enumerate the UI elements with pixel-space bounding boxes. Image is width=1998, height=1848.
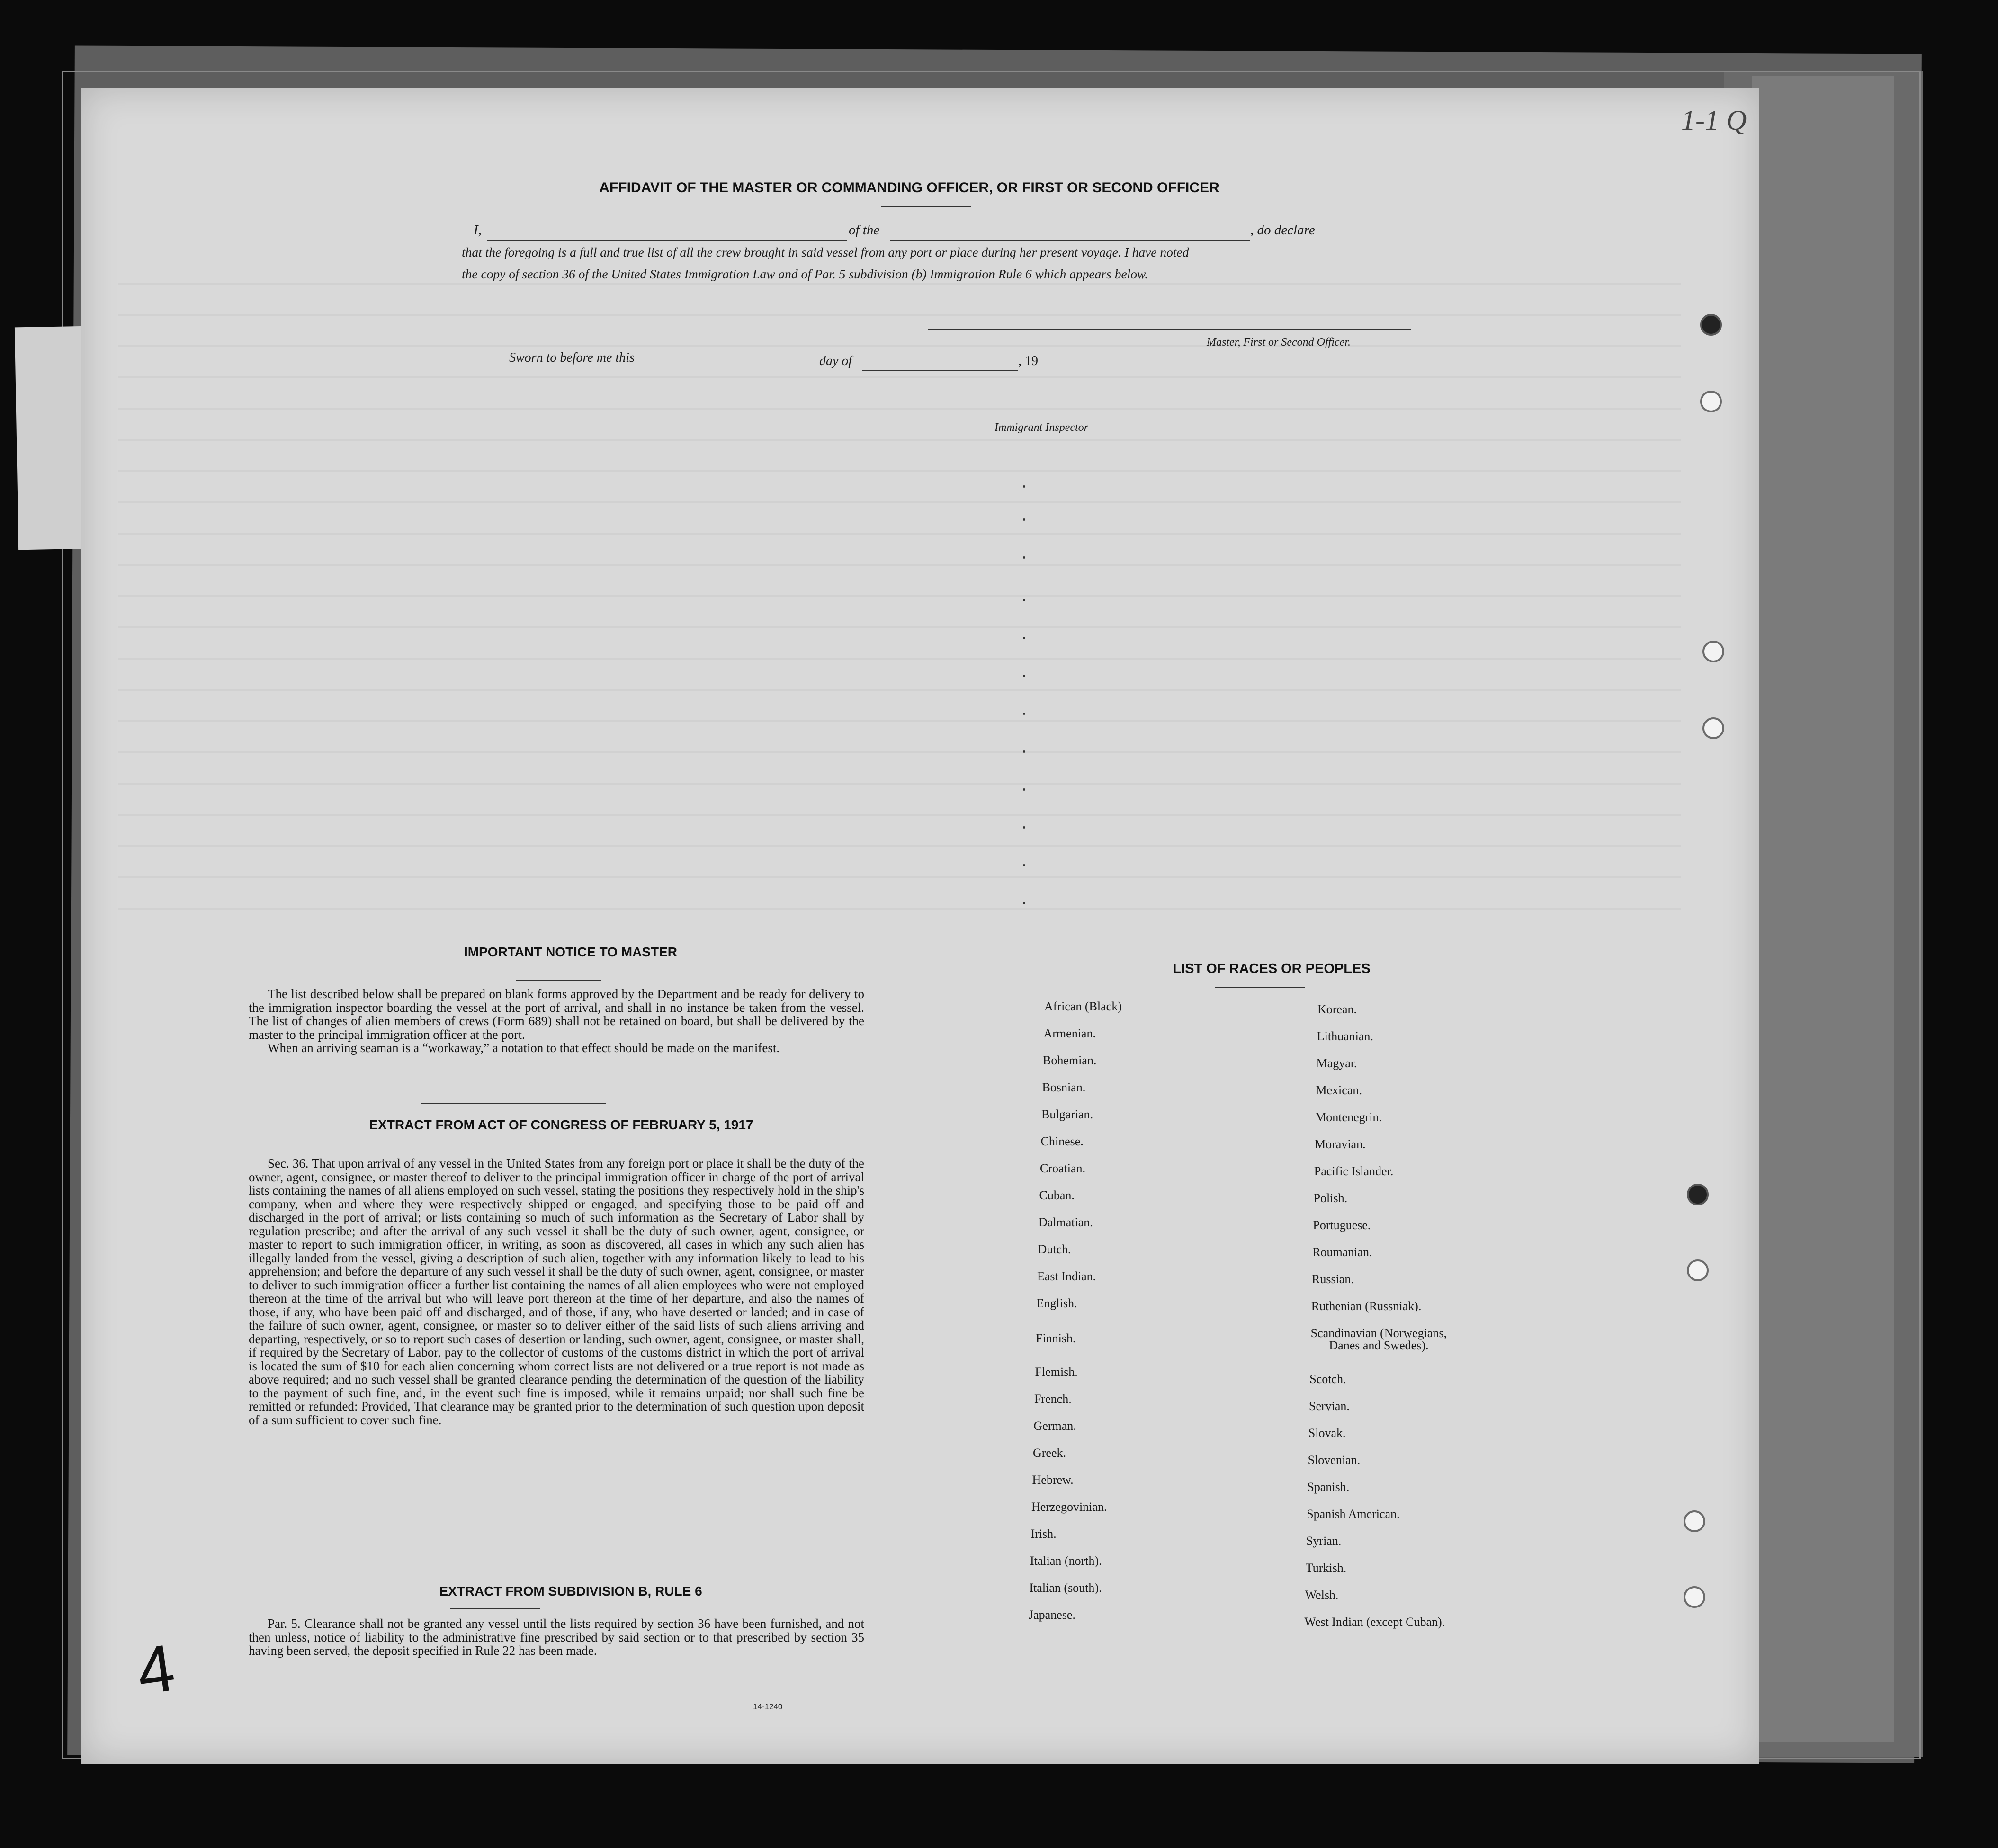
- race-item: East Indian.: [1037, 1269, 1096, 1283]
- handwritten-mark: 4: [132, 1630, 179, 1709]
- dot: [1023, 637, 1025, 639]
- race-item: Finnish.: [1036, 1331, 1076, 1345]
- punch-hole: [1702, 641, 1724, 662]
- name-blank: [487, 240, 847, 241]
- punch-hole: [1700, 391, 1722, 412]
- race-item: Bosnian.: [1042, 1080, 1086, 1094]
- dot: [1023, 518, 1025, 521]
- punch-hole: [1684, 1510, 1705, 1532]
- race-item: Dalmatian.: [1039, 1215, 1093, 1229]
- race-item: French.: [1034, 1392, 1072, 1406]
- divider: [516, 980, 601, 981]
- dot: [1023, 902, 1025, 904]
- section-36-text: Sec. 36. That upon arrival of any vessel in the United States from any foreign port or place it shall be the duty of the owner, agent, consignee, or master thereof to deliver to the principal immigration officer in charge of the port of arrival lists containing the names of all aliens employed on such vessel, stating the positions they respectively hold in the ship's company, when and where they were respectively shipped or engaged, and specifying those to be paid off and discharged in the port of arrival; or lists containing so much of such information as the Secretary of Labor shall by regulation prescribe; and after the arrival of any such vessel it shall be the duty of such owner, agent, consignee, or master to report to such immigration officer, in writing, as soon as discovered, all cases in which any such alien has illegally landed from the vessel, giving a description of such alien, together with any information likely to lead to his apprehension; and before the departure of any such vessel it shall be the duty of such owner, agent, consignee, or master to deliver to such immigration officer a further list containing the names of all alien employees who were not employed thereon at the time of the arrival but who will leave port thereon at the time of her departure, and also the names of those, if any, who have been paid off and discharged, and of those, if any, who have deserted or landed; and in case of the failure of such owner, agent, consignee, or master so to deliver either of the said lists of such aliens arriving and departing, respectively, or so to report such cases of desertion or landing, such owner, agent, consignee, or master shall, if required by the Secretary of Labor, pay to the collector of customs of the customs district in which the port of arrival is located the sum of $10 for each alien concerning whom correct lists are not delivered or a true report is not made as above required; and no such vessel shall be granted clearance pending the determination of the question of the liability to the payment of such fine, and, in the event such fine is imposed, while it remains unpaid; nor shall such fine be remitted or refunded: Provided, That clearance may be granted prior to the determination of such question upon deposit of a sum sufficient to cover such fine.: [249, 1156, 864, 1427]
- extract-act-text: [249, 1157, 864, 1427]
- punch-hole: [1687, 1184, 1709, 1205]
- race-item: Japanese.: [1029, 1608, 1075, 1622]
- race-item: Russian.: [1312, 1272, 1354, 1286]
- race-item: African (Black): [1044, 1000, 1122, 1013]
- race-item: Lithuanian.: [1317, 1029, 1373, 1043]
- race-item: Italian (south).: [1029, 1581, 1102, 1595]
- race-item: Roumanian.: [1312, 1245, 1372, 1259]
- race-item: Slovak.: [1308, 1426, 1346, 1440]
- sworn-prefix: Sworn to before me this: [509, 350, 635, 365]
- race-item: Spanish.: [1307, 1480, 1350, 1494]
- race-item: Chinese.: [1040, 1134, 1084, 1148]
- race-item: Armenian.: [1043, 1027, 1096, 1040]
- extract-rule-title: EXTRACT FROM SUBDIVISION B, RULE 6: [439, 1584, 702, 1598]
- race-item: Cuban.: [1039, 1188, 1075, 1202]
- race-item: Danes and Swedes).: [1329, 1339, 1429, 1352]
- race-item: Ruthenian (Russniak).: [1311, 1299, 1422, 1313]
- race-item: Montenegrin.: [1315, 1110, 1382, 1124]
- race-item: Spanish American.: [1307, 1507, 1400, 1521]
- race-item: Herzegovinian.: [1031, 1500, 1107, 1514]
- punch-hole: [1700, 314, 1722, 336]
- dot: [1023, 675, 1025, 677]
- divider: [450, 1608, 540, 1609]
- affidavit-do-declare: , do declare: [1250, 223, 1315, 238]
- affidavit-of-the: of the: [849, 223, 880, 238]
- divider: [421, 1103, 606, 1104]
- race-item: Dutch.: [1038, 1242, 1071, 1256]
- dot: [1023, 826, 1025, 829]
- race-item: Servian.: [1309, 1399, 1350, 1413]
- document-page: [81, 88, 1759, 1764]
- race-item: Bohemian.: [1043, 1053, 1097, 1067]
- extract-rule-text: [249, 1617, 864, 1658]
- race-item: Mexican.: [1316, 1083, 1362, 1097]
- affidavit-line-3: the copy of section 36 of the United States Immigration Law and of Par. 5 subdivision (b) Immigration Rule 6 which appears below.: [462, 267, 1148, 281]
- race-item: English.: [1036, 1296, 1077, 1310]
- race-item: Korean.: [1317, 1002, 1357, 1016]
- race-item: Greek.: [1033, 1446, 1066, 1460]
- race-item: Magyar.: [1316, 1056, 1357, 1070]
- race-item: Italian (north).: [1030, 1554, 1102, 1568]
- race-item: Moravian.: [1315, 1137, 1366, 1151]
- dot: [1023, 485, 1025, 488]
- dot: [1023, 864, 1025, 866]
- race-item: Portuguese.: [1313, 1218, 1371, 1232]
- race-item: Croatian.: [1040, 1161, 1086, 1175]
- divider: [881, 206, 971, 207]
- dot: [1023, 750, 1025, 753]
- race-item: Turkish.: [1305, 1561, 1347, 1575]
- race-item: Flemish.: [1035, 1365, 1078, 1379]
- sworn-year: , 19: [1018, 354, 1038, 368]
- divider: [1215, 987, 1305, 988]
- race-item: West Indian (except Cuban).: [1304, 1615, 1445, 1629]
- dot: [1023, 599, 1025, 601]
- race-item: Scandinavian (Norwegians,: [1310, 1326, 1447, 1340]
- inspector-label: Immigrant Inspector: [995, 421, 1088, 434]
- extract-act-title: EXTRACT FROM ACT OF CONGRESS OF FEBRUARY 5, 1917: [369, 1117, 753, 1132]
- notice-paragraph-1: The list described below shall be prepared on blank forms approved by the Department and be ready for delivery to the immigration inspector boarding the vessel at the port of arrival, and shall in no instance be taken from the vessel. The list of changes of alien members of crews (Form 689) shall not be retained on board, but shall be delivered by the master to the principal immigration officer at the port.: [249, 987, 864, 1042]
- punch-hole: [1687, 1259, 1709, 1281]
- race-item: Hebrew.: [1032, 1473, 1074, 1487]
- bleed-through-text: [118, 253, 1681, 916]
- race-item: Bulgarian.: [1041, 1107, 1093, 1121]
- race-item: Pacific Islander.: [1314, 1164, 1394, 1178]
- dot: [1023, 788, 1025, 791]
- race-item: German.: [1033, 1419, 1076, 1433]
- sworn-day-of: day of: [819, 354, 852, 368]
- affidavit-i: I,: [474, 223, 482, 238]
- affidavit-line-2: that the foregoing is a full and true list of all the crew brought in said vessel from any port or place during her present voyage. I have noted: [462, 245, 1189, 259]
- race-item: Syrian.: [1306, 1534, 1342, 1548]
- dot: [1023, 556, 1025, 559]
- race-item: Polish.: [1313, 1191, 1348, 1205]
- notice-paragraph-2: When an arriving seaman is a “workaway,” a notation to that effect should be made on the manifest.: [268, 1041, 780, 1055]
- race-item: Scotch.: [1309, 1372, 1346, 1386]
- sworn-month-blank: [862, 370, 1018, 371]
- punch-hole: [1684, 1586, 1705, 1608]
- par-5-text: Par. 5. Clearance shall not be granted any vessel until the lists required by section 36 have been furnished, and not then unless, notice of liability to the administrative fine prescribed by said section or to that prescribed by section 35 having been served, the deposit specified in Rule 22 has been made.: [249, 1616, 864, 1658]
- race-item: Welsh.: [1305, 1588, 1339, 1602]
- corner-note: 1-1 Q: [1681, 105, 1747, 136]
- race-item: Slovenian.: [1308, 1453, 1361, 1467]
- affidavit-title: AFFIDAVIT OF THE MASTER OR COMMANDING OFFICER, OR FIRST OR SECOND OFFICER: [599, 180, 1219, 196]
- vessel-blank: [890, 240, 1250, 241]
- notice-title: IMPORTANT NOTICE TO MASTER: [464, 945, 678, 959]
- form-number: 14-1240: [753, 1702, 783, 1711]
- notice-text: [249, 987, 864, 1055]
- dot: [1023, 713, 1025, 715]
- races-title: LIST OF RACES OR PEOPLES: [1173, 961, 1371, 976]
- master-signature-line: [928, 329, 1411, 330]
- punch-hole: [1702, 717, 1724, 739]
- master-signature-label: Master, First or Second Officer.: [1207, 336, 1351, 348]
- race-item: Irish.: [1030, 1527, 1057, 1541]
